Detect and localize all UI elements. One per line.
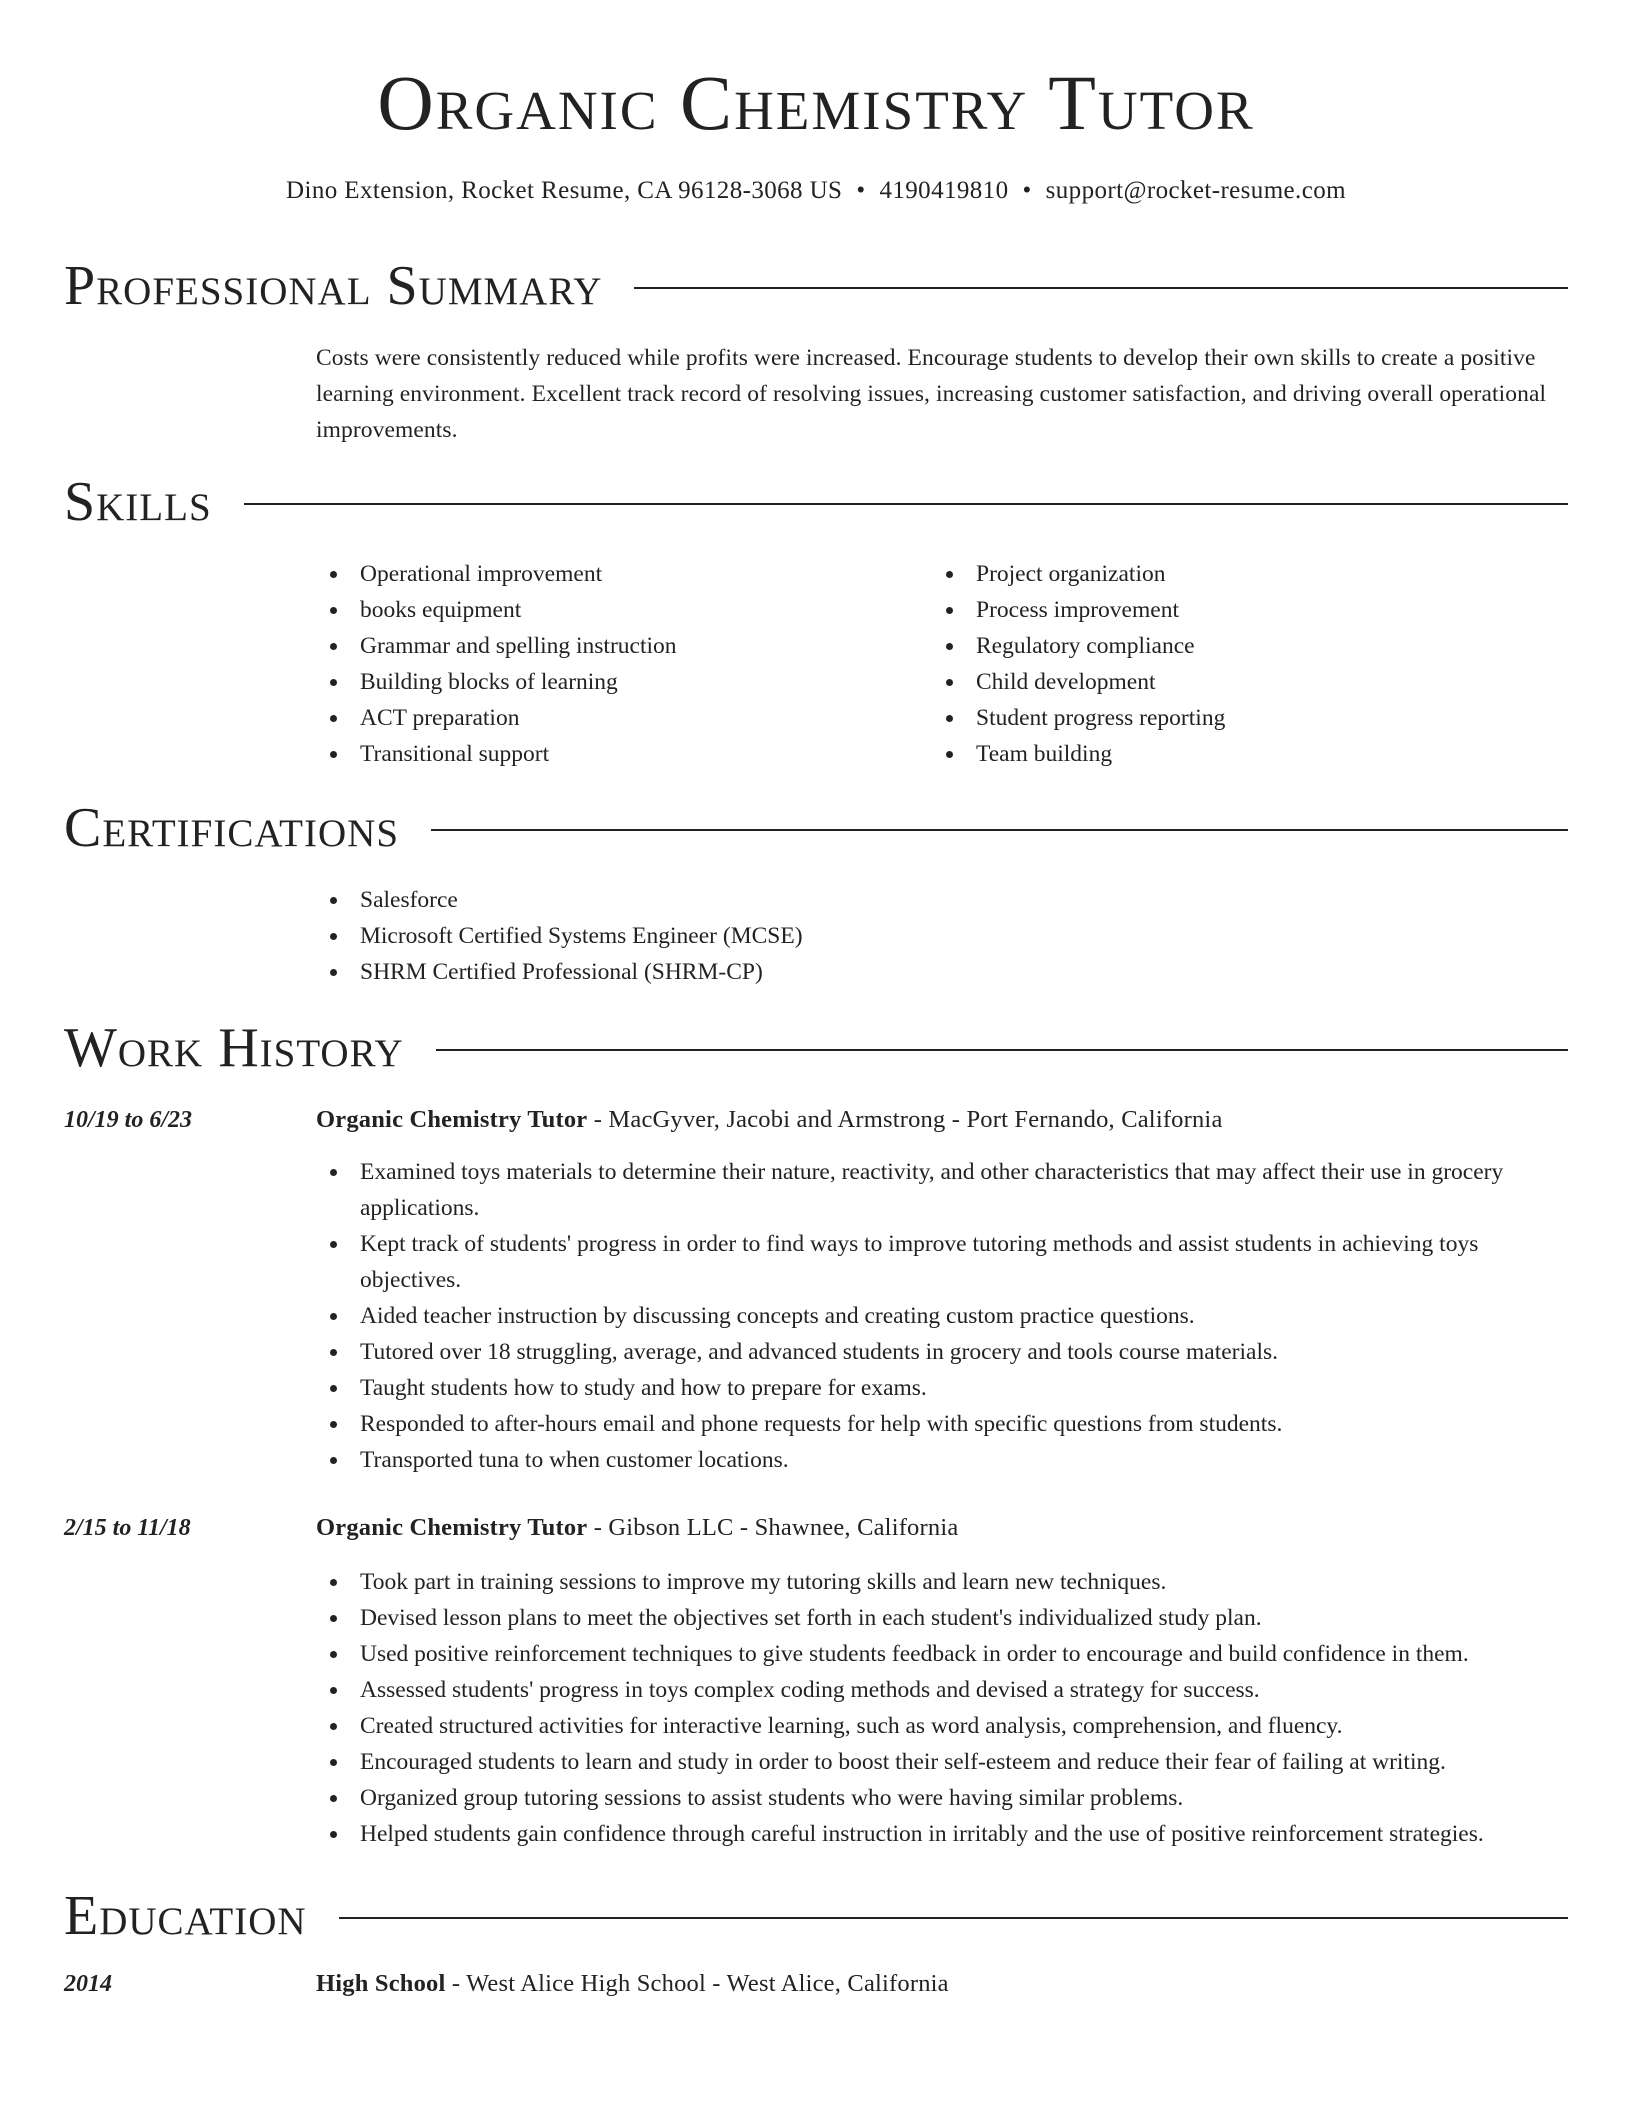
certifications-heading: [64, 796, 1568, 860]
job-employer: - Gibson LLC - Shawnee, California: [587, 1514, 959, 1541]
skill-item: Student progress reporting: [932, 700, 1532, 736]
job-duties: [316, 1154, 1578, 1478]
certification-item: SHRM Certified Professional (SHRM-CP): [316, 954, 1576, 990]
job-duty-item: Responded to after-hours email and phone requests for help with specific questions from students.: [316, 1406, 1578, 1442]
skill-item: Regulatory compliance: [932, 628, 1532, 664]
section-divider: [339, 1917, 1568, 1919]
certification-item: Microsoft Certified Systems Engineer (MCSE): [316, 918, 1576, 954]
skill-item: Team building: [932, 736, 1532, 772]
job-dates: 10/19 to 6/23: [64, 1107, 193, 1133]
contact-separator: •: [856, 177, 866, 204]
job-duty-item: Assessed students' progress in toys complex coding methods and devised a strategy for success.: [316, 1672, 1578, 1708]
job-employer: - MacGyver, Jacobi and Armstrong - Port Fernando, California: [587, 1106, 1223, 1133]
job-header: [316, 1510, 1576, 1546]
education-heading: [64, 1884, 1568, 1948]
skill-item: Operational improvement: [316, 556, 916, 592]
skills-title: Skills: [64, 471, 212, 533]
contact-address: Dino Extension, Rocket Resume, CA 96128-3068 US: [286, 177, 843, 204]
section-divider: [244, 503, 1568, 505]
education-title: Education: [64, 1885, 307, 1947]
skills-column-left: [316, 556, 916, 772]
job-header: [316, 1102, 1576, 1138]
job-duty-item: Used positive reinforcement techniques to give students feedback in order to encourage and build confidence in them.: [316, 1636, 1578, 1672]
contact-separator: •: [1022, 177, 1032, 204]
certification-item: Salesforce: [316, 882, 1576, 918]
job-duty-item: Examined toys materials to determine their nature, reactivity, and other characteristics that may affect their use in grocery applications.: [316, 1154, 1578, 1226]
section-divider: [431, 829, 1568, 831]
work-history-heading: [64, 1016, 1568, 1080]
skill-item: Grammar and spelling instruction: [316, 628, 916, 664]
job-duty-item: Transported tuna to when customer locations.: [316, 1442, 1578, 1478]
job-dates: 2/15 to 11/18: [64, 1515, 191, 1541]
skill-item: Transitional support: [316, 736, 916, 772]
job-title: Organic Chemistry Tutor: [316, 1106, 588, 1133]
resume-name: Organic Chemistry Tutor: [377, 59, 1255, 146]
summary-heading: [64, 254, 1568, 318]
section-divider: [436, 1049, 1568, 1051]
job-duty-item: Kept track of students' progress in order to find ways to improve tutoring methods and assist students in achieving toys objectives.: [316, 1226, 1578, 1298]
contact-phone: 4190419810: [879, 177, 1009, 204]
job-title: Organic Chemistry Tutor: [316, 1514, 588, 1541]
skills-heading: [64, 470, 1568, 534]
education-school: - West Alice High School - West Alice, California: [445, 1970, 949, 1997]
certifications-list: [316, 882, 1576, 990]
job-duty-item: Taught students how to study and how to prepare for exams.: [316, 1370, 1578, 1406]
skill-item: Child development: [932, 664, 1532, 700]
work-history-title: Work History: [64, 1017, 404, 1079]
job-duty-item: Took part in training sessions to improve my tutoring skills and learn new techniques.: [316, 1564, 1578, 1600]
skill-item: ACT preparation: [316, 700, 916, 736]
skill-item: books equipment: [316, 592, 916, 628]
job-duty-item: Tutored over 18 struggling, average, and advanced students in grocery and tools course materials.: [316, 1334, 1578, 1370]
certifications-title: Certifications: [64, 797, 400, 859]
skill-item: Project organization: [932, 556, 1532, 592]
job-duty-item: Helped students gain confidence through careful instruction in irritably and the use of positive reinforcement strategies.: [316, 1816, 1578, 1852]
contact-line: [0, 174, 1632, 208]
skill-item: Process improvement: [932, 592, 1532, 628]
education-header: [316, 1966, 1576, 2002]
job-duty-item: Devised lesson plans to meet the objectives set forth in each student's individualized study plan.: [316, 1600, 1578, 1636]
skills-column-right: [932, 556, 1532, 772]
job-duty-item: Created structured activities for interactive learning, such as word analysis, comprehension, and fluency.: [316, 1708, 1578, 1744]
job-duty-item: Encouraged students to learn and study in order to boost their self-esteem and reduce their fear of failing at writing.: [316, 1744, 1578, 1780]
summary-text: Costs were consistently reduced while profits were increased. Encourage students to develop their own skills to create a positive learning environment. Excellent track record of resolving issues, increasing customer satisfaction, and driving overall operational improvements.: [316, 345, 1547, 443]
education-degree: High School: [316, 1970, 446, 1997]
job-duty-item: Aided teacher instruction by discussing concepts and creating custom practice questions.: [316, 1298, 1578, 1334]
section-divider: [634, 287, 1568, 289]
job-duty-item: Organized group tutoring sessions to assist students who were having similar problems.: [316, 1780, 1578, 1816]
education-year: 2014: [64, 1971, 112, 1997]
skill-item: Building blocks of learning: [316, 664, 916, 700]
contact-email: support@rocket-resume.com: [1045, 177, 1346, 204]
summary-title: Professional Summary: [64, 255, 603, 317]
job-duties: [316, 1564, 1578, 1852]
